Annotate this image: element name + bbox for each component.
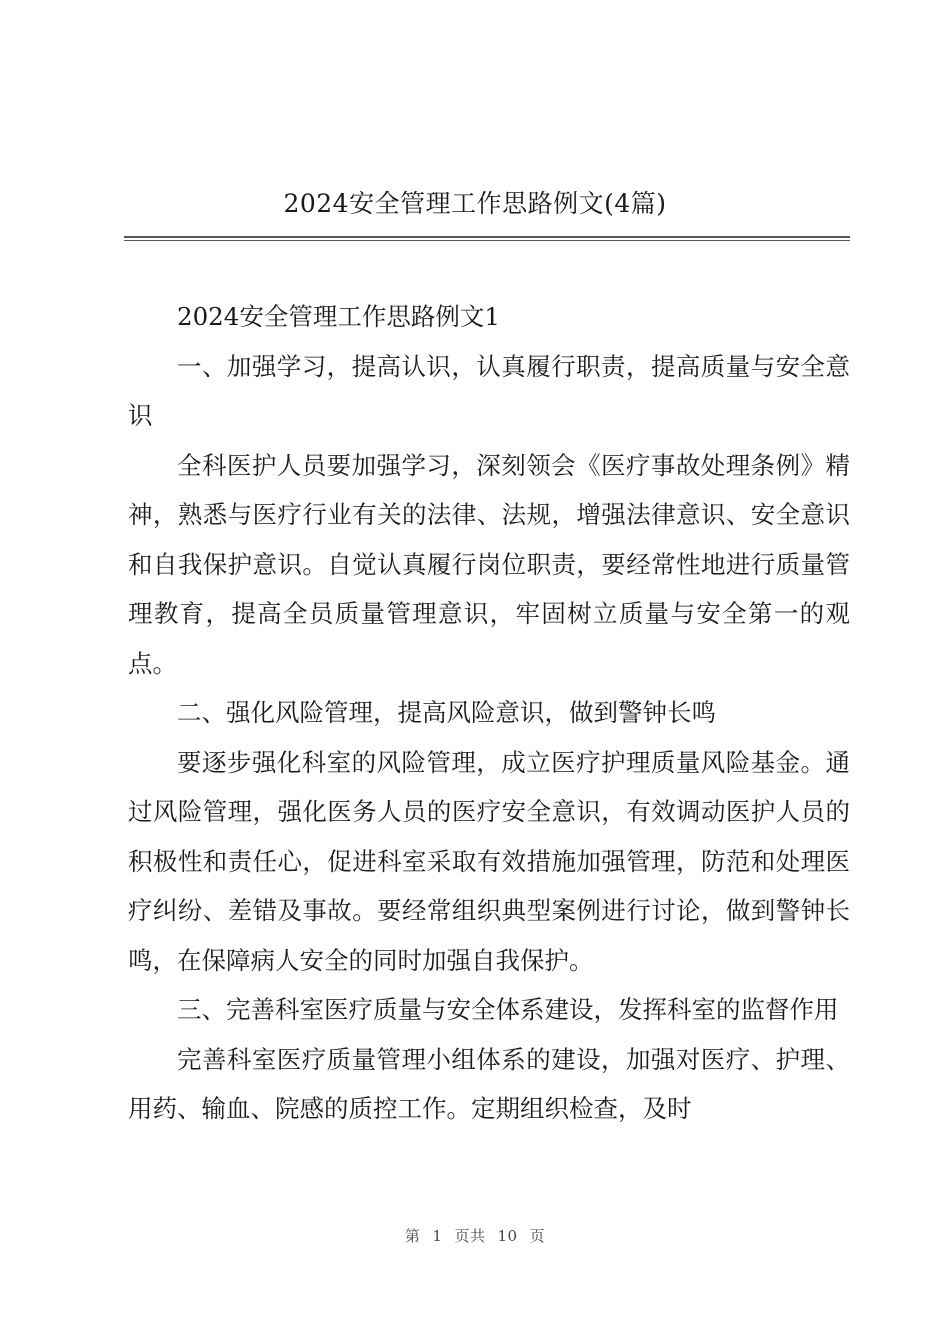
footer-total-pages: 10 bbox=[497, 1227, 518, 1245]
footer-page-number: 1 bbox=[432, 1227, 443, 1245]
document-title: 2024安全管理工作思路例文(4篇) bbox=[283, 189, 667, 218]
body-paragraph-1: 全科医护人员要加强学习，深刻领会《医疗事故处理条例》精神，熟悉与医疗行业有关的法律、法规，增强法律意识、安全意识和自我保护意识。自觉认真履行岗位职责，要经常性地进行质量管理教育，提高全员质量管理意识，牢固树立质量与安全第一的观点。 bbox=[128, 450, 850, 678]
document-body bbox=[128, 292, 850, 1134]
subheading-1: 一、加强学习，提高认识，认真履行职责，提高质量与安全意识 bbox=[128, 351, 850, 430]
footer-prefix: 第 bbox=[404, 1227, 421, 1245]
subheading-3: 三、完善科室医疗质量与安全体系建设，发挥科室的监督作用 bbox=[177, 995, 839, 1024]
page-footer bbox=[0, 1225, 950, 1247]
header-divider bbox=[124, 236, 850, 241]
footer-suffix: 页 bbox=[529, 1227, 546, 1245]
footer-middle: 页共 bbox=[454, 1227, 486, 1245]
subheading-2: 二、强化风险管理，提高风险意识，做到警钟长鸣 bbox=[177, 698, 716, 727]
section-heading: 2024安全管理工作思路例文1 bbox=[177, 302, 500, 331]
body-paragraph-2: 要逐步强化科室的风险管理，成立医疗护理质量风险基金。通过风险管理，强化医务人员的医疗安全意识，有效调动医护人员的积极性和责任心，促进科室采取有效措施加强管理，防范和处理医疗纠纷、差错及事故。要经常组织典型案例进行讨论，做到警钟长鸣，在保障病人安全的同时加强自我保护。 bbox=[128, 747, 850, 975]
body-paragraph-3: 完善科室医疗质量管理小组体系的建设，加强对医疗、护理、用药、输血、院感的质控工作。定期组织检查，及时 bbox=[128, 1044, 850, 1123]
